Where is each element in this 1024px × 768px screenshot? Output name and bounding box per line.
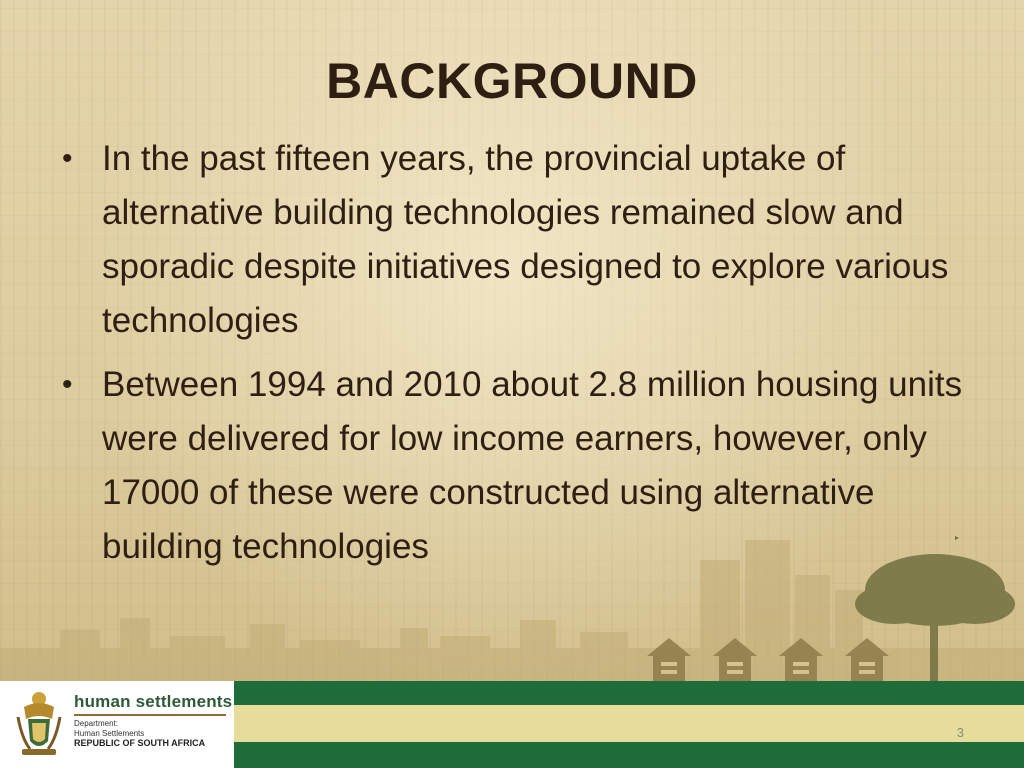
- country-name: REPUBLIC OF SOUTH AFRICA: [74, 738, 206, 748]
- slide-title: BACKGROUND: [326, 53, 698, 109]
- bullet-dot: •: [62, 142, 73, 175]
- brand-name: human settlements: [74, 692, 233, 711]
- footer-stripe-green-top: [234, 681, 1024, 705]
- coat-of-arms-icon: [14, 689, 64, 761]
- department-label: Department:: [74, 719, 119, 728]
- footer-stripe-green-bottom: [234, 742, 1024, 768]
- bullet-list: [54, 132, 964, 584]
- house-icon: [647, 638, 691, 682]
- logo-area: [0, 681, 234, 768]
- skyline-decoration: [0, 520, 1024, 682]
- bullet-dot: •: [62, 368, 73, 401]
- footer-stripe-cream: [234, 705, 1024, 742]
- bullet-item: [54, 132, 964, 348]
- brand-divider: [74, 714, 226, 716]
- bullet-text: In the past fifteen years, the provincial uptake of alternative building technologies remained slow and sporadic despite initiatives designed to explore various technologies: [102, 139, 949, 340]
- page-number: 3: [956, 725, 964, 740]
- footer: [0, 681, 1024, 768]
- bullet-text: Between 1994 and 2010 about 2.8 million housing units were delivered for low income earners, however, only 17000 of these were constructed using alternative building technologies: [102, 365, 963, 566]
- department-name: Human Settlements: [74, 729, 145, 738]
